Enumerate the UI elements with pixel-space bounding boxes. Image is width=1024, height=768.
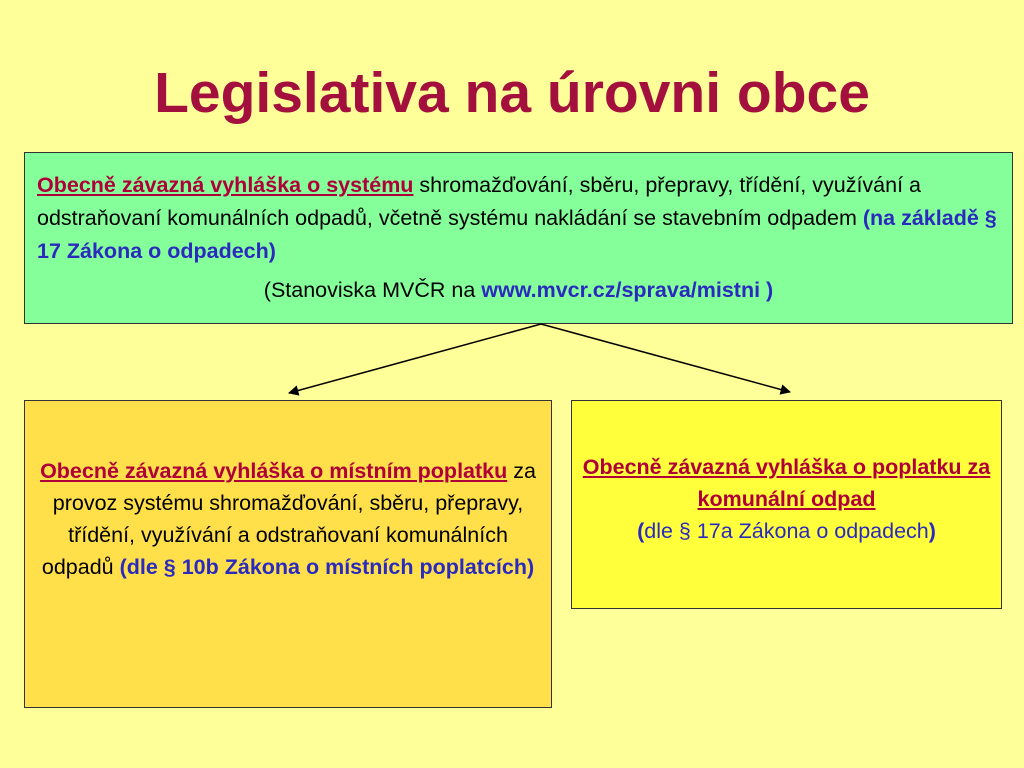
waste-fee-legal-ref-text: dle § 17a Zákona o odpadech [644, 519, 929, 543]
local-fee-regulation-body: za provoz systému shromažďování, sběru, přepravy, třídění, využívání a odstraňovaní komunálních odpadů [41, 459, 536, 579]
local-fee-regulation-legal-ref: (dle § 10b Zákona o místních poplatcích) [119, 555, 535, 579]
waste-fee-regulation-lead: Obecně závazná vyhláška o poplatku za komunální odpad [582, 455, 991, 511]
local-fee-regulation-box [24, 400, 552, 708]
local-fee-regulation-text [39, 455, 537, 583]
general-regulation-body: shromažďování, sběru, přepravy, třídění, využívání a odstraňovaní komunálních odpadů, včetně systému nakládání se stavebním odpadem [37, 173, 922, 230]
waste-fee-legal-ref-open: ( [637, 519, 645, 543]
general-regulation-lead: Obecně závazná vyhláška o systému [37, 173, 414, 197]
slide-title: Legislativa na úrovni obce [154, 61, 870, 125]
arrow-to-waste-fee [541, 324, 790, 392]
waste-fee-regulation-box [571, 400, 1002, 609]
ministry-url-link[interactable]: www.mvcr.cz/sprava/mistni ) [481, 278, 774, 302]
waste-fee-legal-ref-close: ) [928, 519, 936, 543]
waste-fee-regulation-text [580, 451, 993, 547]
general-regulation-legal-ref: (na základě § 17 Zákona o odpadech) [37, 206, 997, 263]
arrow-to-local-fee [289, 324, 541, 393]
ministry-note-prefix: (Stanoviska MVČR na [263, 278, 482, 302]
local-fee-regulation-lead: Obecně závazná vyhláška o místním poplatku [40, 459, 508, 483]
